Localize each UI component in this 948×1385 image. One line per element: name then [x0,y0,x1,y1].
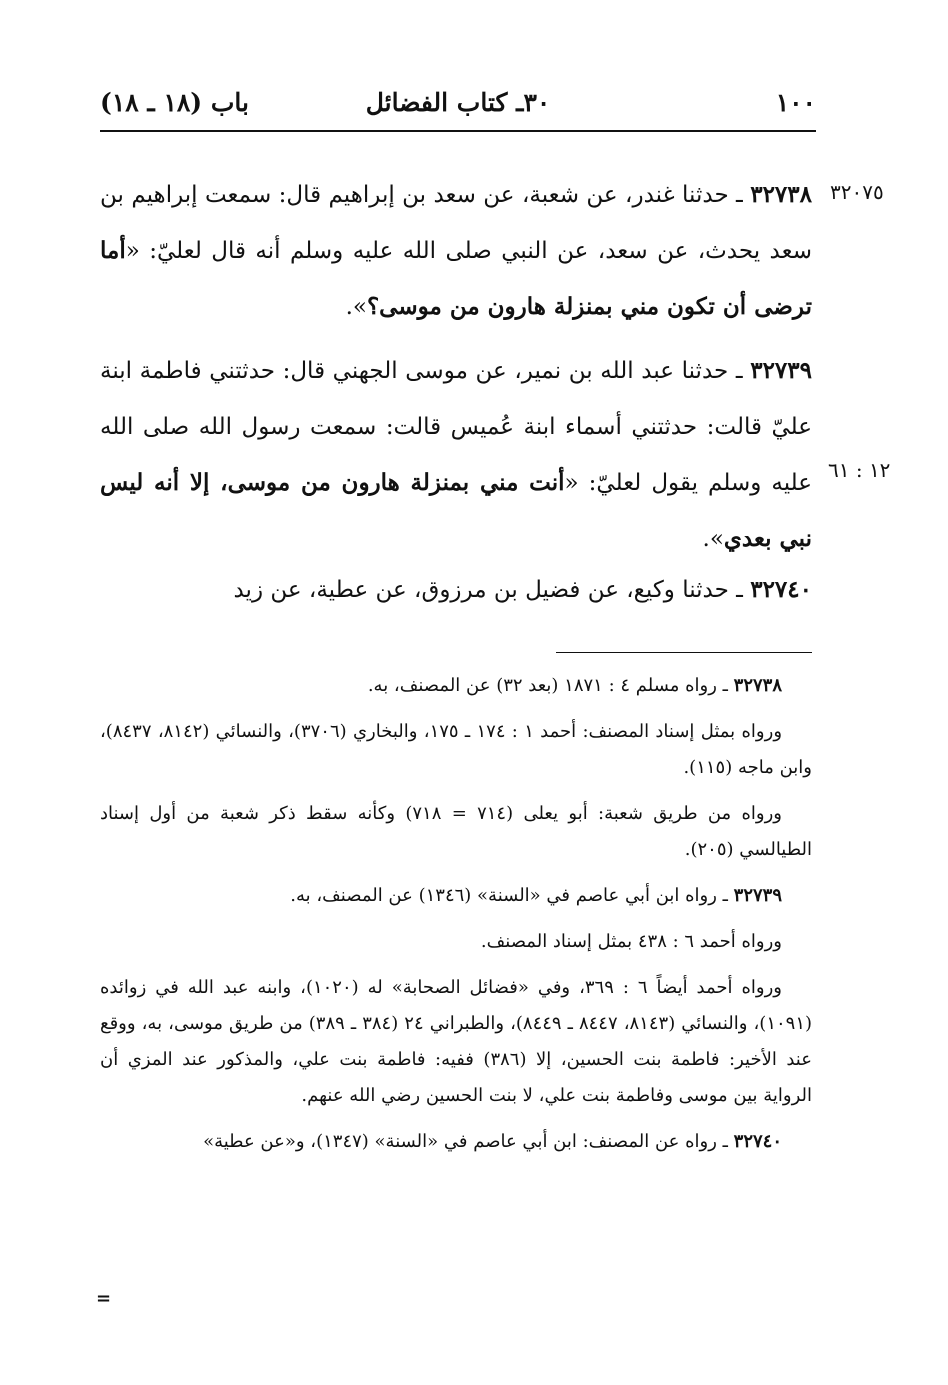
hadith-number: ٣٢٧٤٠ [750,576,812,603]
hadith-text-end: ». [702,526,724,552]
chapter-label: باب (١٨ ـ ١٨) [100,88,249,117]
hadith-entry [100,167,812,335]
hadith-text-end: ». [345,294,367,320]
footnote [100,796,812,868]
footnote-text: ورواه بمثل إسناد المصنف: أحمد ١ : ١٧٤ ـ ١٧٥، والبخاري (٣٧٠٦)، والنسائي (٨١٤٢، ٨٤٣٧)، وابن ماجه (١١٥). [100,721,812,778]
book-title: ٣٠ـ كتاب الفضائل [365,88,551,117]
footnote-text: ورواه أحمد ٦ : ٤٣٨ بمثل إسناد المصنف. [480,931,782,952]
footnote-number: ٣٢٧٣٨ [733,675,782,696]
page-number: ١٠٠ [775,88,816,117]
continuation-mark: = [96,1288,112,1309]
footnote-separator [556,652,812,653]
footnote-text: ورواه أحمد أيضاً ٦ : ٣٦٩، وفي «فضائل الصحابة» له (١٠٢٠)، وابنه عبد الله في زوائده (١٠٩١)، والنسائي (٨١٤٣، ٨٤٤٧ ـ ٨٤٤٩)، والطبراني ٢٤ (٣٨٤ ـ ٣٨٩) من طريق موسى، به، ووقع عند الأخير: فاطمة بنت الحسين، إلا (٣٨٦) ففيه: فاطمة بنت علي، والمذكور عند المزي أن الرواية بين موسى وفاطمة بنت علي، لا بنت الحسين رضي الله عنهم. [100,977,813,1106]
footnote [100,1124,812,1160]
footnote [100,878,812,914]
page-header [100,88,816,128]
footnote [100,970,812,1114]
footnote-text: ـ رواه ابن أبي عاصم في «السنة» (١٣٤٦) عن المصنف، به. [290,885,734,906]
footnote-text: ـ رواه مسلم ٤ : ١٨٧١ (بعد ٣٢) عن المصنف، به. [367,675,734,696]
hadith-text: ـ حدثنا عبد الله بن نمير، عن موسى الجهني قال: حدثتني فاطمة ابنة عليّ قالت: حدثتني أسماء ابنة عُميس قالت: سمعت رسول الله صلى الله عليه وسلم يقول لعليّ: « [100,358,812,496]
hadith-number: ٣٢٧٣٨ [750,181,812,208]
hadith-text: ـ حدثنا وكيع، عن فضيل بن مرزوق، عن عطية، عن زيد [233,577,751,603]
hadith-text: ـ حدثنا غندر، عن شعبة، عن سعد بن إبراهيم قال: سمعت إبراهيم بن سعد يحدث، عن سعد، عن النبي صلى الله عليه وسلم أنه قال لعليّ: « [100,182,812,264]
footnote [100,668,812,704]
hadith-entry [100,562,812,618]
footnote-number: ٣٢٧٤٠ [733,1131,782,1152]
hadith-number: ٣٢٧٣٩ [750,357,812,384]
footnote [100,714,812,786]
hadith-entry [100,343,812,567]
footnote-number: ٣٢٧٣٩ [733,885,782,906]
footnote [100,924,812,960]
footnote-text: ورواه من طريق شعبة: أبو يعلى (٧١٤ = ٧١٨) وكأنه سقط ذكر شعبة من أول إسناد الطيالسي (٢٠٥). [100,803,812,860]
footnote-text: ـ رواه عن المصنف: ابن أبي عاصم في «السنة» (١٣٤٧)، و«عن عطية» [203,1131,734,1152]
margin-cross-ref: ١٢ : ٦١ [828,458,891,482]
footnotes [100,668,812,1170]
hadith-quote: أنت مني بمنزلة هارون من موسى، إلا أنه ليس نبي بعدي [100,469,812,552]
margin-hadith-ref: ٣٢٠٧٥ [830,180,884,204]
hadith-quote: أما ترضى أن تكون مني بمنزلة هارون من موسى؟ [100,237,812,320]
header-rule [100,130,816,132]
